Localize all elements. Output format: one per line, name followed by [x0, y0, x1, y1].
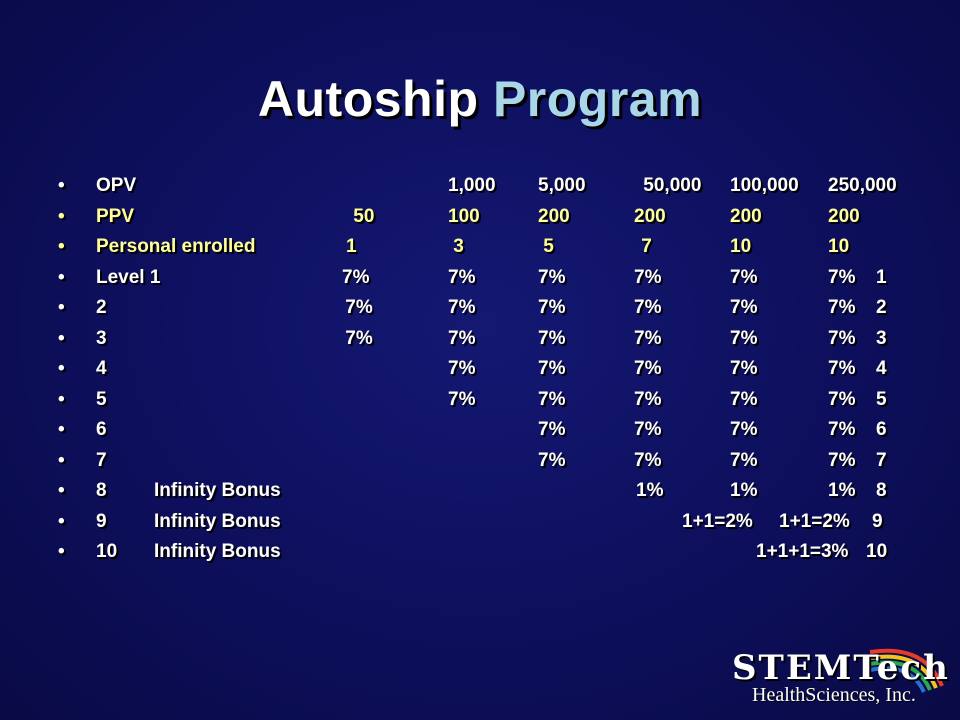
table-cell: 10 [866, 541, 888, 562]
table-cell: 10 [828, 236, 850, 257]
row-label: 6 [96, 419, 107, 440]
table-cell: 1+1=2% [682, 510, 753, 532]
table-row [58, 297, 918, 325]
table-cell: 7% [340, 297, 373, 318]
bullet-icon: • [58, 388, 65, 410]
table-cell: 7% [448, 297, 476, 318]
table-cell: 250,000 [828, 175, 897, 196]
table-cell: 7% [448, 388, 476, 410]
table-cell: 7% [538, 419, 566, 440]
row-label: Personal enrolled [96, 236, 256, 257]
table-cell: 7% [634, 419, 662, 440]
logo-subtitle: HealthSciences, Inc. [752, 684, 916, 706]
row-label: 5 [96, 388, 107, 410]
table-row [58, 511, 918, 539]
slide-title [0, 70, 960, 128]
table-cell: 3 [448, 236, 464, 257]
row-label: 10 [96, 541, 118, 562]
table-cell: 7% [828, 419, 856, 440]
table-cell: 7% [828, 327, 856, 349]
table-cell: 1,000 [448, 175, 496, 196]
table-row [58, 541, 918, 569]
bullet-icon: • [58, 510, 65, 532]
table-cell: 1 [346, 236, 357, 257]
table-cell: 10 [730, 236, 752, 257]
logo-name: STEMTech [732, 648, 950, 688]
row-sublabel: Infinity Bonus [154, 510, 281, 532]
table-cell: 7% [538, 388, 566, 410]
table-cell: 100,000 [730, 175, 799, 196]
table-cell: 8 [876, 480, 887, 501]
stemtech-logo [720, 646, 950, 712]
table-cell: 2 [876, 297, 887, 318]
bullet-icon: • [58, 327, 65, 349]
table-row [58, 328, 918, 356]
table-cell: 200 [730, 205, 762, 227]
row-label: 7 [96, 449, 107, 471]
bullet-icon: • [58, 175, 65, 196]
table-row [58, 389, 918, 417]
table-cell: 7% [538, 297, 566, 318]
table-cell: 1% [828, 480, 856, 501]
table-cell: 7% [634, 449, 662, 471]
table-cell: 5 [538, 236, 554, 257]
table-cell: 100 [448, 205, 480, 227]
table-cell: 200 [538, 205, 570, 227]
table-cell: 7% [448, 358, 476, 379]
table-cell: 7% [448, 266, 476, 288]
bullet-icon: • [58, 480, 65, 501]
row-label: 4 [96, 358, 107, 379]
table-cell: 7% [634, 388, 662, 410]
table-cell: 7% [730, 449, 758, 471]
table-cell: 200 [828, 205, 860, 227]
table-cell: 1+1+1=3% [756, 541, 849, 562]
table-cell: 7 [876, 449, 887, 471]
table-row [58, 358, 918, 386]
row-label: 2 [96, 297, 107, 318]
table-cell: 1% [730, 480, 758, 501]
table-cell: 7% [730, 297, 758, 318]
table-cell: 7% [730, 266, 758, 288]
row-label: OPV [96, 175, 137, 196]
bullet-icon: • [58, 205, 65, 227]
bullet-icon: • [58, 541, 65, 562]
row-label: PPV [96, 205, 135, 227]
row-label: 9 [96, 510, 107, 532]
table-cell: 7% [730, 358, 758, 379]
table-cell: 5 [876, 388, 887, 410]
table-row [58, 206, 918, 234]
table-cell: 7% [538, 449, 566, 471]
bullet-icon: • [58, 449, 65, 471]
table-cell: 7% [730, 419, 758, 440]
table-row [58, 236, 918, 264]
table-row [58, 450, 918, 478]
row-sublabel: Infinity Bonus [154, 480, 281, 501]
table-cell: 7% [538, 358, 566, 379]
table-cell: 7% [538, 327, 566, 349]
table-cell: 7% [828, 358, 856, 379]
row-sublabel: Infinity Bonus [154, 541, 281, 562]
table-cell: 7% [634, 297, 662, 318]
table-cell: 7% [828, 388, 856, 410]
table-row [58, 419, 918, 447]
table-cell: 7% [634, 266, 662, 288]
title-word-autoship: Autoship [257, 71, 479, 127]
table-cell: 7% [342, 266, 370, 288]
bullet-icon: • [58, 419, 65, 440]
table-cell: 7% [340, 327, 373, 349]
bullet-icon: • [58, 358, 65, 379]
table-cell: 7% [634, 358, 662, 379]
table-cell: 3 [876, 327, 887, 349]
table-cell: 200 [634, 205, 666, 227]
table-cell: 7% [538, 266, 566, 288]
bullet-icon: • [58, 297, 65, 318]
table-row [58, 267, 918, 295]
table-cell: 7% [634, 327, 662, 349]
row-label: Level 1 [96, 266, 161, 288]
table-cell: 7% [730, 327, 758, 349]
table-row [58, 175, 918, 203]
table-cell: 5,000 [538, 175, 586, 196]
table-cell: 6 [876, 419, 887, 440]
table-cell: 7% [448, 327, 476, 349]
table-cell: 7% [828, 449, 856, 471]
table-cell: 7% [828, 297, 856, 318]
table-cell: 50 [348, 205, 375, 227]
table-cell: 4 [876, 358, 887, 379]
table-cell: 7% [730, 388, 758, 410]
table-cell: 7% [828, 266, 856, 288]
table-cell: 1 [876, 266, 887, 288]
title-word-program: Program [492, 71, 703, 127]
table-cell: 50,000 [638, 175, 702, 196]
bullet-icon: • [58, 266, 65, 288]
row-label: 3 [96, 327, 107, 349]
bullet-icon: • [58, 236, 65, 257]
table-cell: 9 [872, 510, 883, 532]
table-cell: 7 [636, 236, 652, 257]
table-row [58, 480, 918, 508]
row-label: 8 [96, 480, 107, 501]
table-cell: 1+1=2% [779, 510, 850, 532]
table-cell: 1% [636, 480, 664, 501]
